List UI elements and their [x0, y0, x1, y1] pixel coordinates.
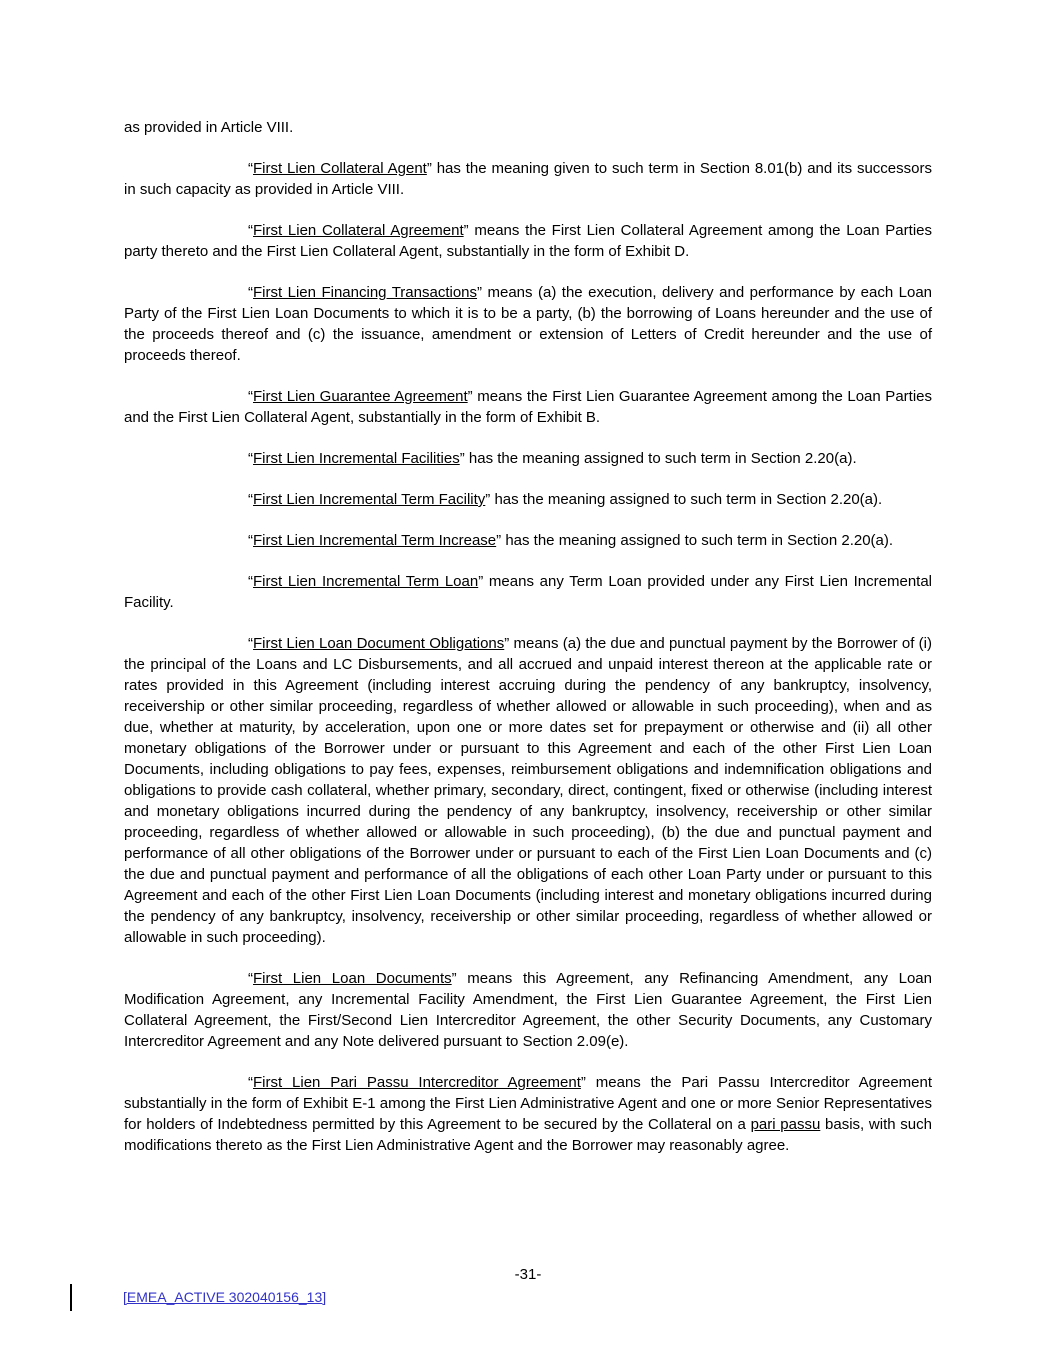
paragraph-text: “ [248, 284, 253, 301]
paragraph-text: ” means (a) the execution, delivery and performance by each Loan Party of the First Lien Loan Documents to which it is to be a party, (b) the borrowing of Loans hereunder and the use of the proceeds thereof and (c) the issuance, amendment or extension of Letters of Credit hereunder and the use of proceeds thereof. [124, 284, 932, 364]
defined-term: First Lien Incremental Term Increase [253, 532, 497, 549]
paragraph [124, 968, 932, 1052]
paragraph-text: ” means this Agreement, any Refinancing Amendment, any Loan Modification Agreement, any Incremental Facility Amendment, the First Lien Guarantee Agreement, the First Lien Collateral Agreement, the First/Second Lien Intercreditor Agreement, the other Security Documents, any Customary Intercreditor Agreement and any Note delivered pursuant to Section 2.09(e). [124, 970, 932, 1050]
defined-term: First Lien Loan Document Obligations [253, 635, 505, 652]
paragraph-text: “ [248, 388, 253, 405]
paragraph-text: ” means any Term Loan provided under any First Lien Incremental Facility. [124, 573, 932, 611]
defined-term: First Lien Collateral Agreement [253, 222, 464, 239]
paragraph [124, 448, 932, 469]
paragraph-text: ” means (a) the due and punctual payment by the Borrower of (i) the principal of the Loans and LC Disbursements, and all accrued and unpaid interest thereon at the applicable rate or rates provided in this Agreement (including interest accruing during the pendency of any bankruptcy, insolvency, receivership or other similar proceeding, regardless of whether allowed or allowable in such proceeding), when and as due, whether at maturity, by acceleration, upon one or more dates set for prepayment or otherwise and (ii) all other monetary obligations of the Borrower under or pursuant to this Agreement and each of the other First Lien Loan Documents, including obligations to pay fees, expenses, reimbursement obligations and indemnification obligations and obligations to provide cash collateral, whether primary, secondary, direct, contingent, fixed or otherwise (including interest and monetary obligations incurred during the pendency of any bankruptcy, insolvency, receivership or other similar proceeding, regardless of whether allowed or allowable in such proceeding), (b) the due and punctual payment and performance of all other obligations of the Borrower under or pursuant to each of the First Lien Loan Documents and (c) the due and punctual payment and performance of all the obligations of each other Loan Party under or pursuant to this Agreement and each of the other First Lien Loan Documents (including interest and monetary obligations incurred during the pendency of any bankruptcy, insolvency, receivership or other similar proceeding, regardless of whether allowed or allowable in such proceeding). [124, 635, 932, 946]
defined-term: First Lien Incremental Term Loan [253, 573, 479, 590]
defined-term: pari passu [750, 1116, 821, 1133]
page-number: -31- [514, 1266, 542, 1283]
paragraph [124, 117, 932, 138]
paragraph [124, 282, 932, 366]
paragraph-text: “ [248, 573, 253, 590]
document-id-link[interactable]: [EMEA_ACTIVE 302040156_13] [123, 1289, 327, 1305]
paragraph [124, 489, 932, 510]
paragraph [124, 158, 932, 200]
paragraph [124, 633, 932, 948]
paragraph-text: ” has the meaning assigned to such term in Section 2.20(a). [485, 491, 883, 508]
change-bar [70, 1284, 72, 1311]
paragraph-text: ” has the meaning assigned to such term in Section 2.20(a). [496, 532, 894, 549]
defined-term: First Lien Financing Transactions [253, 284, 478, 301]
paragraph-text: basis, with such modifications thereto as the First Lien Administrative Agent and the Borrower may reasonably agree. [124, 1116, 932, 1154]
paragraph [124, 220, 932, 262]
document-body [124, 117, 932, 1176]
paragraph-text: “ [248, 222, 253, 239]
paragraph-text: “ [248, 491, 253, 508]
paragraph-text: ” has the meaning assigned to such term in Section 2.20(a). [459, 450, 857, 467]
paragraph-text: ” means the First Lien Guarantee Agreement among the Loan Parties and the First Lien Collateral Agent, substantially in the form of Exhibit B. [124, 388, 932, 426]
paragraph-text: “ [248, 532, 253, 549]
paragraph-text: “ [248, 635, 253, 652]
paragraph-text: “ [248, 160, 253, 177]
paragraph-text: as provided in Article VIII. [124, 119, 294, 136]
defined-term: First Lien Guarantee Agreement [253, 388, 468, 405]
paragraph [124, 571, 932, 613]
paragraph [124, 530, 932, 551]
paragraph-text: ” has the meaning given to such term in Section 8.01(b) and its successors in such capacity as provided in Article VIII. [124, 160, 932, 198]
defined-term: First Lien Loan Documents [253, 970, 452, 987]
defined-term: First Lien Collateral Agent [253, 160, 427, 177]
defined-term: First Lien Incremental Term Facility [253, 491, 486, 508]
paragraph-text: “ [248, 1074, 253, 1091]
paragraph-text: “ [248, 450, 253, 467]
defined-term: First Lien Incremental Facilities [253, 450, 460, 467]
paragraph [124, 386, 932, 428]
paragraph [124, 1072, 932, 1156]
paragraph-text: ” means the Pari Passu Intercreditor Agreement substantially in the form of Exhibit E-1 among the First Lien Administrative Agent and one or more Senior Representatives for holders of Indebtedness permitted by this Agreement to be secured by the Collateral on a [124, 1074, 933, 1133]
defined-term: First Lien Pari Passu Intercreditor Agreement [253, 1074, 581, 1091]
paragraph-text: “ [248, 970, 253, 987]
paragraph-text: ” means the First Lien Collateral Agreement among the Loan Parties party thereto and the First Lien Collateral Agent, substantially in the form of Exhibit D. [124, 222, 932, 260]
